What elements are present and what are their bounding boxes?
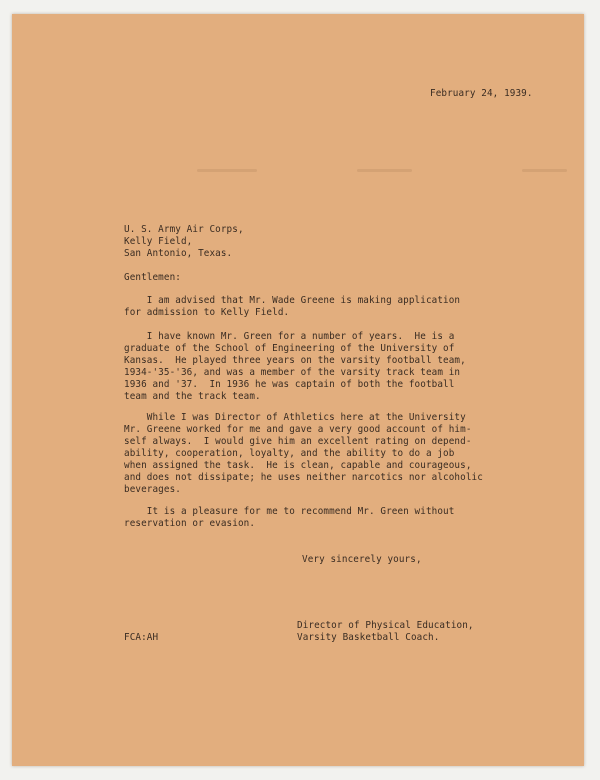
paragraph-line: when assigned the task. He is clean, capable and courageous,	[124, 460, 472, 471]
paragraph-line: reservation or evasion.	[124, 518, 256, 529]
closing: Very sincerely yours,	[302, 554, 422, 565]
paper-mark	[522, 169, 567, 172]
paragraph-line: for admission to Kelly Field.	[124, 307, 290, 318]
paragraph-line: 1934-'35-'36, and was a member of the varsity track team in	[124, 367, 461, 378]
paragraph-line: While I was Director of Athletics here at the University	[124, 412, 466, 423]
paper-mark	[197, 169, 257, 172]
address-line: Kelly Field,	[124, 236, 193, 247]
letter-date: February 24, 1939.	[430, 88, 533, 99]
paragraph-line: I have known Mr. Green for a number of years. He is a	[124, 331, 455, 342]
letter-page	[12, 14, 584, 766]
typist-initials: FCA:AH	[124, 632, 159, 643]
paragraph-line: team and the track team.	[124, 391, 261, 402]
address-line: U. S. Army Air Corps,	[124, 224, 244, 235]
paragraph-line: 1936 and '37. In 1936 he was captain of both the football	[124, 379, 455, 390]
paragraph-line: ability, cooperation, loyalty, and the ability to do a job	[124, 448, 455, 459]
paragraph-line: graduate of the School of Engineering of the University of	[124, 343, 455, 354]
signature-title: Director of Physical Education,	[297, 620, 474, 631]
address-line: San Antonio, Texas.	[124, 248, 233, 259]
paragraph-line: I am advised that Mr. Wade Greene is making application	[124, 295, 461, 306]
paragraph-line: Mr. Greene worked for me and gave a very good account of him-	[124, 424, 472, 435]
paper-mark	[357, 169, 412, 172]
paragraph-line: self always. I would give him an excellent rating on depend-	[124, 436, 472, 447]
paragraph-line: It is a pleasure for me to recommend Mr. Green without	[124, 506, 455, 517]
paragraph-line: and does not dissipate; he uses neither narcotics nor alcoholic	[124, 472, 483, 483]
paragraph-line: Kansas. He played three years on the varsity football team,	[124, 355, 466, 366]
paragraph-line: beverages.	[124, 484, 181, 495]
signature-title: Varsity Basketball Coach.	[297, 632, 440, 643]
salutation: Gentlemen:	[124, 272, 181, 283]
